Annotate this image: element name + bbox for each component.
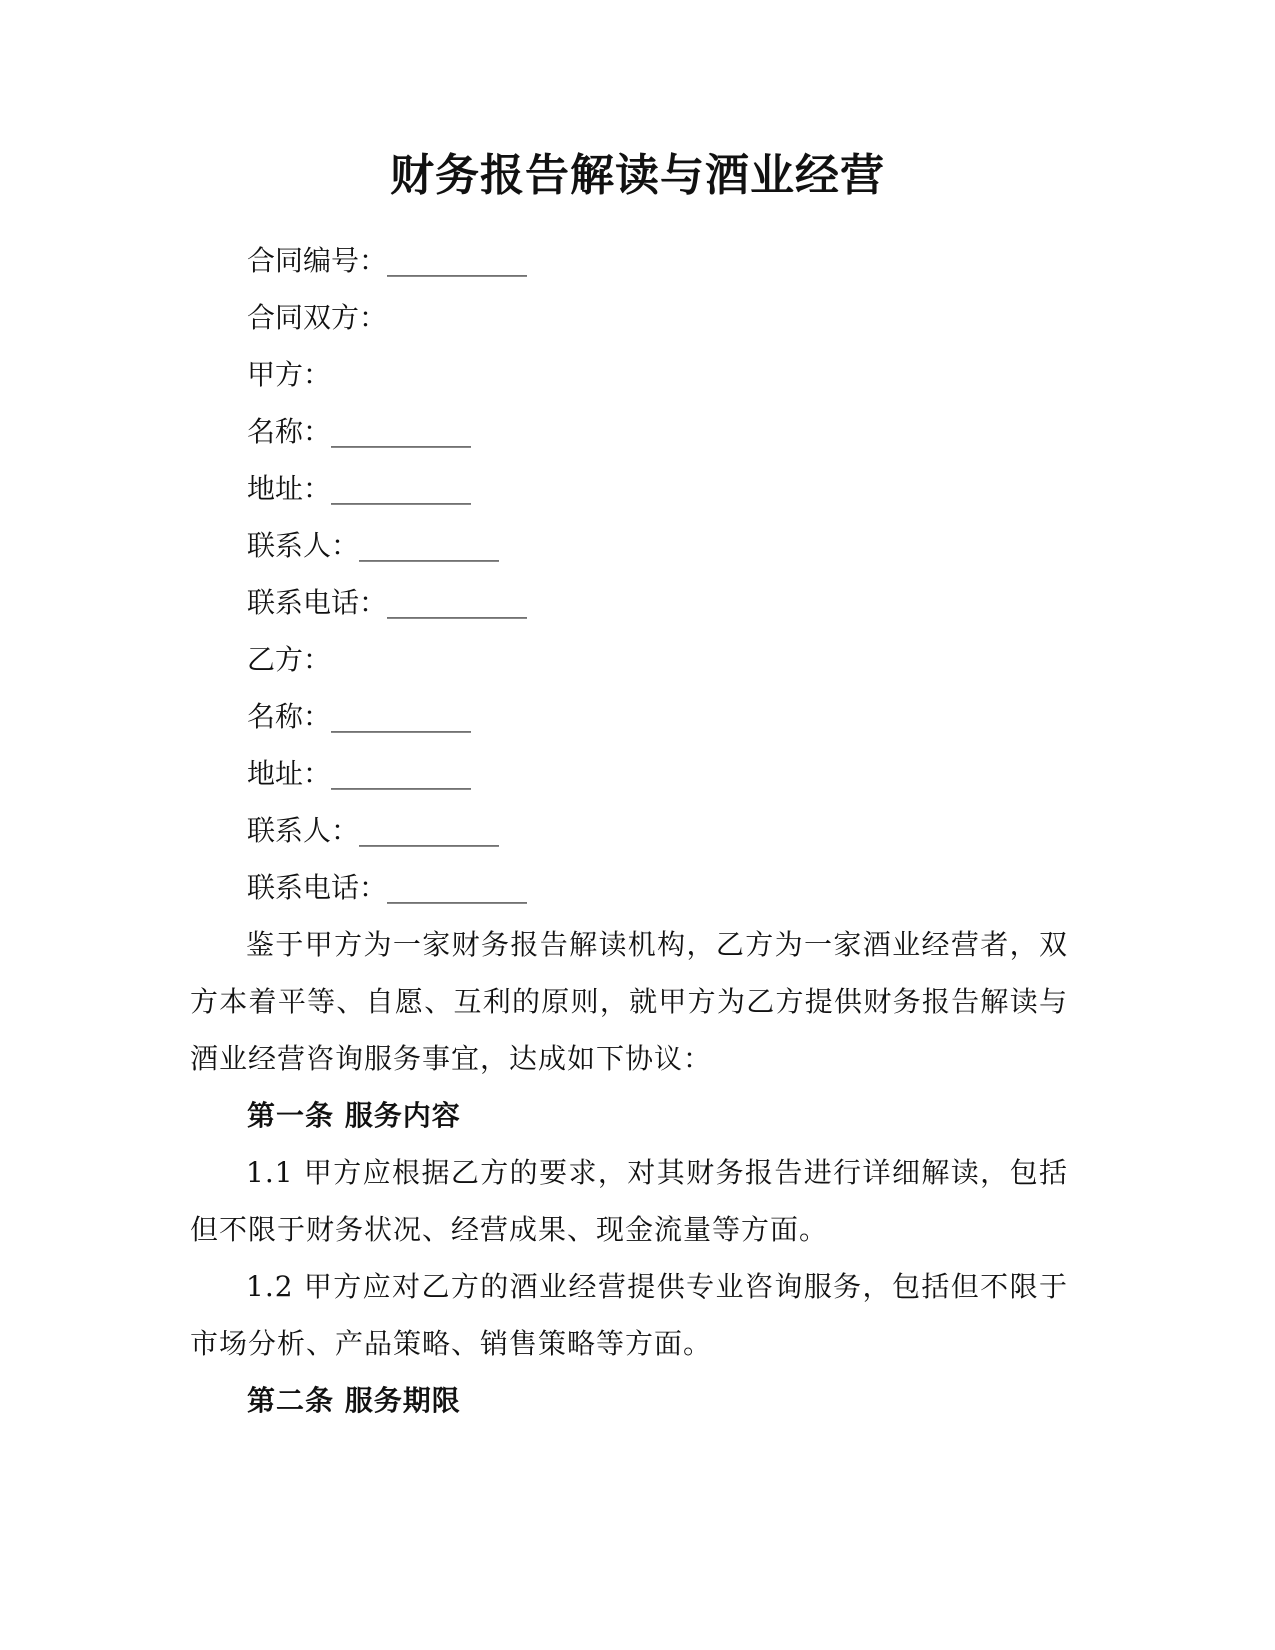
field-label: 合同双方： — [247, 301, 388, 334]
clause-1-2: 1.2 甲方应对乙方的酒业经营提供专业咨询服务，包括但不限于市场分析、产品策略、销售策略等方面。 — [190, 1270, 1068, 1360]
article-2-heading: 第二条 服务期限 — [247, 1384, 461, 1417]
field-contract-number — [247, 232, 1067, 289]
field-party-a-name — [247, 403, 1067, 460]
field-blank[interactable]: __________ — [387, 244, 528, 277]
document-title: 财务报告解读与酒业经营 — [390, 150, 885, 201]
field-blank[interactable]: __________ — [387, 586, 528, 619]
field-label: 乙方： — [247, 643, 332, 676]
field-label: 名称： — [247, 700, 332, 733]
field-label: 地址： — [247, 472, 332, 505]
field-label: 联系电话： — [247, 871, 388, 904]
field-party-b-phone — [247, 859, 1067, 916]
field-blank[interactable]: __________ — [331, 415, 472, 448]
field-party-a-address — [247, 460, 1067, 517]
field-blank[interactable]: __________ — [387, 871, 528, 904]
clause-1-1: 1.1 甲方应根据乙方的要求，对其财务报告进行详细解读，包括但不限于财务状况、经营成果、现金流量等方面。 — [190, 1156, 1068, 1246]
party-a-heading — [247, 346, 1067, 403]
field-label: 联系电话： — [247, 586, 388, 619]
field-label: 联系人： — [247, 814, 360, 847]
field-label: 联系人： — [247, 529, 360, 562]
article-1-heading: 第一条 服务内容 — [247, 1099, 461, 1132]
field-blank[interactable]: __________ — [331, 700, 472, 733]
preamble-paragraph: 鉴于甲方为一家财务报告解读机构，乙方为一家酒业经营者，双方本着平等、自愿、互利的原则，就甲方为乙方提供财务报告解读与酒业经营咨询服务事宜，达成如下协议： — [190, 928, 1068, 1075]
contract-fields — [247, 232, 1067, 916]
field-blank[interactable]: __________ — [359, 814, 500, 847]
field-party-b-contact — [247, 802, 1067, 859]
field-blank[interactable]: __________ — [331, 472, 472, 505]
party-b-heading — [247, 631, 1067, 688]
field-blank[interactable]: __________ — [359, 529, 500, 562]
field-label: 名称： — [247, 415, 332, 448]
field-label: 合同编号： — [247, 244, 388, 277]
field-party-a-contact — [247, 517, 1067, 574]
field-blank[interactable]: __________ — [331, 757, 472, 790]
field-party-b-address — [247, 745, 1067, 802]
field-party-b-name — [247, 688, 1067, 745]
field-parties — [247, 289, 1067, 346]
field-label: 地址： — [247, 757, 332, 790]
field-party-a-phone — [247, 574, 1067, 631]
field-label: 甲方： — [247, 358, 332, 391]
